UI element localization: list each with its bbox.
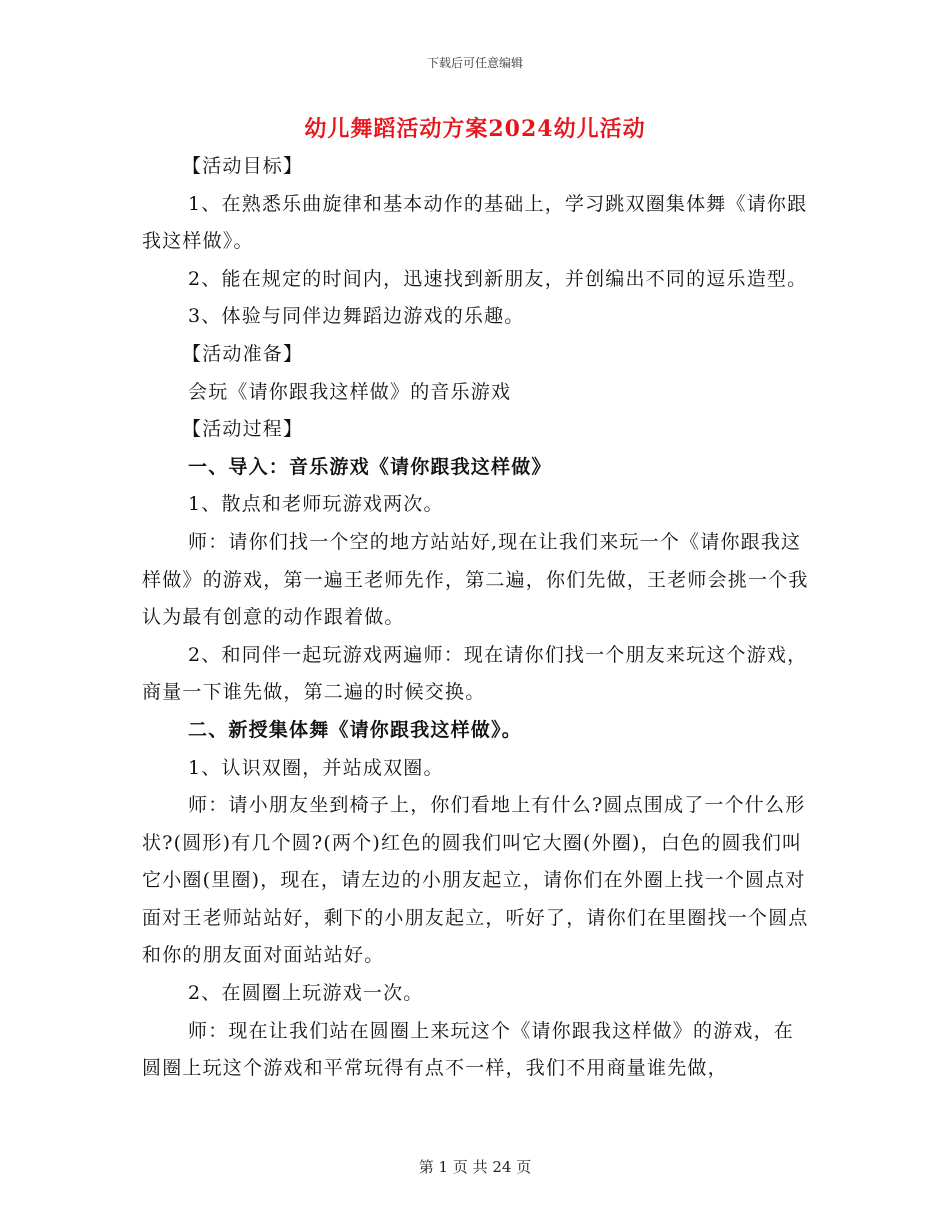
section-heading-goals: 【活动目标】: [182, 155, 304, 177]
teacher-dialogue: 师：现在让我们站在圆圈上来玩这个《请你跟我这样做》的游戏，在圆圈上玩这个游戏和平常玩得有点不一样，我们不用商量谁先做，: [142, 1019, 795, 1080]
goal-item-1: 1、在熟悉乐曲旋律和基本动作的基础上，学习跳双圈集体舞《请你跟我这样做》。: [142, 192, 808, 253]
section-heading-process: 【活动过程】: [182, 418, 304, 441]
document-body: [142, 148, 810, 1088]
goal-item-3: 3、体验与同伴边舞蹈边游戏的乐趣。: [188, 305, 525, 328]
process-step-2-heading: 二、新授集体舞《请你跟我这样做》。: [188, 718, 522, 741]
process-step-2-item-1: 1、认识双圈，并站成双圈。: [188, 756, 444, 779]
teacher-dialogue: 师：请小朋友坐到椅子上，你们看地上有什么?圆点围成了一个什么形状?(圆形)有几个圆?(两个)红色的圆我们叫它大圈(外圈)，白色的圆我们叫它小圈(里圈)，现在，请左边的小朋友起立，请你们在外圈上找一个圆点对面对王老师站站好，剩下的小朋友起立，听好了，请你们在里圈找一个圆点和你的朋友面对面站站好。: [142, 794, 809, 967]
page-header-note: 下载后可任意编辑: [426, 56, 523, 70]
process-step-1-item-1: 1、散点和老师玩游戏两次。: [188, 493, 444, 516]
page-number-footer: 第 1 页 共 24 页: [418, 1158, 532, 1176]
goal-item-2: 2、能在规定的时间内，迅速找到新朋友，并创编出不同的逗乐造型。: [188, 267, 808, 290]
teacher-dialogue: 师：请你们找一个空的地方站站好,现在让我们来玩一个《请你跟我这样做》的游戏，第一遍王老师先作，第二遍，你们先做，王老师会挑一个我认为最有创意的动作跟着做。: [142, 530, 809, 629]
section-heading-preparation: 【活动准备】: [182, 342, 304, 365]
process-step-2-item-2: 2、在圆圈上玩游戏一次。: [188, 982, 424, 1005]
process-step-1-heading: 一、导入：音乐游戏《请你跟我这样做》: [188, 455, 552, 478]
process-step-1-item-2: 2、和同伴一起玩游戏两遍师：现在请你们找一个朋友来玩这个游戏，商量一下谁先做，第二遍的时候交换。: [142, 643, 808, 704]
document-title: 幼儿舞蹈活动方案2024幼儿活动: [304, 116, 646, 142]
preparation-text: 会玩《请你跟我这样做》的音乐游戏: [188, 380, 512, 403]
